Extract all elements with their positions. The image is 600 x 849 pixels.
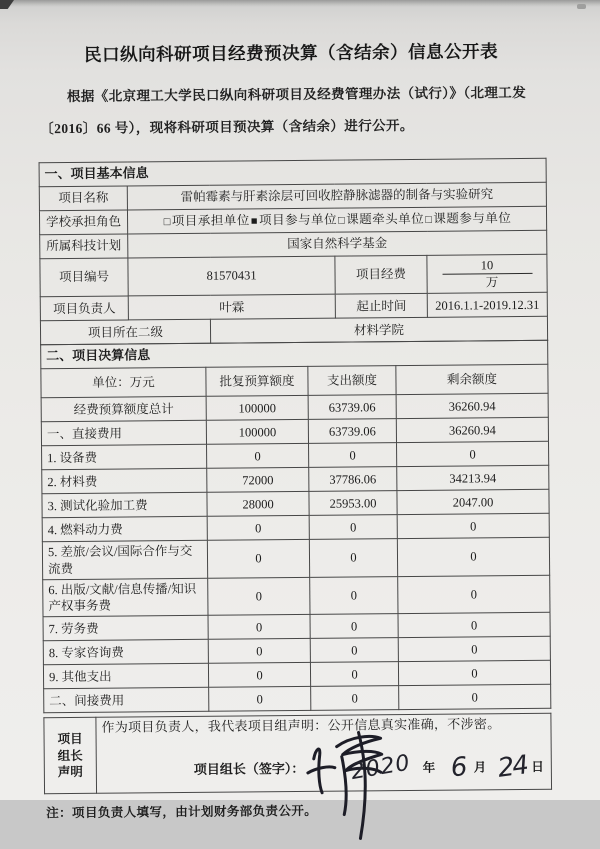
declaration-label-line: 组长 (57, 748, 83, 763)
basic-info-table (39, 158, 549, 346)
row-label-cell: 二、间接费用 (44, 688, 209, 713)
remaining-cell: 0 (398, 661, 550, 686)
program-value: 国家自然科学基金 (128, 230, 547, 258)
year-suffix-label: 年 (422, 760, 436, 775)
declaration-row (44, 714, 552, 794)
role-option-label: 项目参与单位 (258, 212, 338, 228)
budget-cell: 100000 (206, 420, 308, 445)
budget-cell: 72000 (207, 468, 309, 493)
spent-cell: 0 (309, 443, 397, 468)
remaining-cell: 2047.00 (397, 490, 549, 515)
project-name-label: 项目名称 (39, 186, 127, 211)
remaining-cell: 0 (398, 613, 550, 638)
row-label-cell: 一、直接费用 (41, 421, 206, 446)
leader-value: 叶霖 (128, 294, 335, 320)
checkbox-unchecked-icon: □ (338, 214, 346, 227)
spent-cell: 0 (310, 576, 398, 614)
role-option-label: 课题参与单位 (433, 211, 512, 226)
role-option (337, 212, 424, 227)
remaining-cell: 0 (399, 685, 551, 710)
remaining-cell: 0 (397, 538, 549, 577)
row-label-cell: 3. 测试化验加工费 (42, 493, 207, 518)
row-label-cell: 4. 燃料动力费 (42, 517, 207, 542)
budget-cell: 0 (207, 516, 309, 541)
funding-unit: 万 (485, 275, 499, 290)
declaration-label-line: 项目 (57, 732, 83, 747)
row-label-cell: 1. 设备费 (42, 445, 207, 470)
section-title-settlement: 二、项目决算信息 (41, 341, 548, 369)
spent-cell: 0 (310, 614, 398, 639)
remaining-cell: 0 (397, 514, 549, 539)
spent-cell: 0 (311, 686, 399, 711)
signature-ink-icon (304, 726, 391, 847)
role-option (424, 211, 511, 226)
budget-cell: 0 (208, 663, 310, 688)
remaining-cell: 0 (398, 575, 550, 614)
document-content (37, 0, 551, 821)
row-label-cell: 9. 其他支出 (43, 664, 208, 689)
declaration-label (44, 718, 97, 794)
remaining-cell: 0 (397, 442, 549, 467)
declaration-table (43, 713, 552, 794)
budget-cell: 0 (208, 577, 310, 615)
role-option-label: 课题牵头单位 (346, 211, 425, 227)
budget-cell: 0 (209, 687, 311, 712)
column-header-budget: 批复预算额度 (206, 367, 308, 397)
spent-cell: 37786.06 (309, 467, 397, 492)
budget-cell: 28000 (207, 492, 309, 517)
day-suffix-label: 日 (531, 759, 544, 774)
role-option (250, 213, 337, 228)
photo-smudge-artifact (577, 4, 586, 9)
handwritten-day: 24 (496, 750, 530, 785)
checkbox-unchecked-icon: □ (163, 216, 171, 229)
column-header-spent: 支出额度 (308, 366, 396, 396)
spent-cell: 0 (309, 539, 397, 577)
leader-label: 项目负责人 (40, 296, 128, 321)
declaration-label-line: 声明 (57, 764, 83, 779)
table-row (44, 685, 551, 713)
row-label-cell: 8. 专家咨询费 (43, 640, 208, 665)
spent-cell: 63739.06 (308, 419, 396, 444)
period-value: 2016.1.1-2019.12.31 (427, 293, 547, 318)
funding-value-cell (427, 254, 547, 294)
period-label: 起止时间 (335, 294, 427, 319)
role-label: 学校承担角色 (39, 210, 127, 235)
remaining-cell: 36260.94 (396, 394, 548, 419)
remaining-cell: 36260.94 (396, 418, 548, 443)
remaining-cell: 34213.94 (397, 466, 549, 491)
budget-cell: 0 (207, 540, 309, 578)
role-options-cell (127, 206, 546, 234)
budget-cell: 0 (208, 615, 310, 640)
row-label-cell: 2. 材料费 (42, 469, 207, 494)
page-title: 民口纵向科研项目经费预决算（含结余）信息公开表 (84, 41, 499, 65)
signature-label: 项目组长（签字）： (193, 760, 305, 777)
declaration-statement: 作为项目负责人，我代表项目组声明：公开信息真实准确，不涉密。 (101, 716, 501, 735)
department-value: 材料学院 (210, 317, 547, 344)
table-row (42, 538, 549, 580)
row-label-cell: 7. 劳务费 (43, 616, 208, 641)
project-name-value: 雷帕霉素与肝素涂层可回收腔静脉滤器的制备与实验研究 (127, 182, 546, 210)
intro-paragraph: 根据《北京理工大学民口纵向科研项目及经费管理办法（试行）》（北理工发〔2016〕66 号），现将科研项目预决算（含结余）进行公开。 (40, 84, 527, 137)
handwritten-year: 2020 (348, 750, 413, 786)
spent-cell: 25953.00 (309, 491, 397, 516)
handwritten-month: 6 (450, 752, 469, 784)
settlement-table (40, 340, 551, 713)
section-title-basic-info: 一、项目基本信息 (39, 158, 546, 186)
spent-cell: 0 (309, 515, 397, 540)
table-row (43, 575, 550, 617)
footnote: 注：项目负责人填写，由计划财务部负责公开。 (46, 803, 318, 821)
budget-cell: 0 (207, 444, 309, 469)
unit-label: 单位：万元 (41, 368, 206, 398)
row-label-cell: 经费预算额度总计 (41, 397, 206, 422)
project-number-value: 81570431 (128, 256, 335, 296)
spent-cell: 0 (310, 662, 398, 687)
role-option-label: 项目承担单位 (171, 213, 250, 229)
role-option (163, 214, 250, 229)
signature-row (102, 747, 546, 791)
declaration-body (96, 714, 552, 794)
table-row (40, 254, 547, 297)
checkbox-checked-icon: ■ (250, 215, 259, 228)
program-label: 所属科技计划 (40, 234, 128, 259)
spent-cell: 63739.06 (308, 395, 396, 420)
budget-cell: 100000 (206, 396, 308, 421)
project-number-label: 项目编号 (40, 258, 128, 297)
remaining-cell: 0 (398, 637, 550, 662)
row-label-cell: 5. 差旅/会议/国际合作与交流费 (42, 541, 207, 580)
checkbox-unchecked-icon: □ (425, 213, 433, 226)
handwritten-signature (308, 749, 329, 789)
department-label: 项目所在二级 (40, 320, 210, 345)
month-suffix-label: 月 (473, 760, 487, 775)
spent-cell: 0 (310, 638, 398, 663)
column-header-row (41, 365, 548, 398)
funding-label: 项目经费 (335, 255, 427, 294)
column-header-remaining: 剩余额度 (396, 365, 548, 395)
row-label-cell: 6. 出版/文献/信息传播/知识产权事务费 (43, 578, 208, 617)
budget-cell: 0 (208, 639, 310, 664)
funding-amount: 10 (442, 257, 532, 275)
